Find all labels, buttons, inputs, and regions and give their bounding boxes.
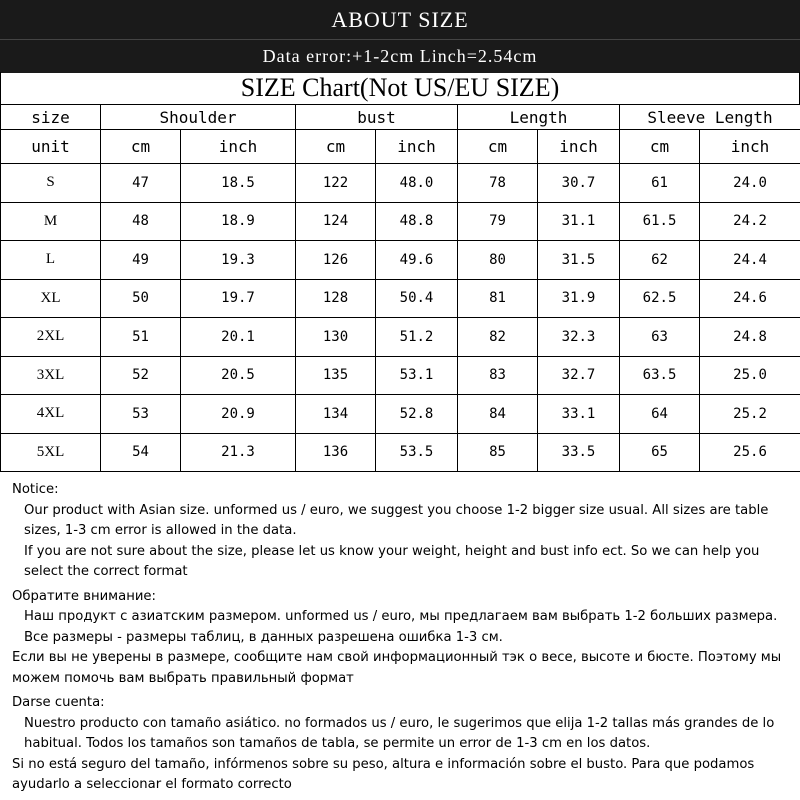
size-column-header: size <box>1 105 101 130</box>
table-cell: 65 <box>620 433 700 472</box>
table-cell: 126 <box>296 241 376 280</box>
table-cell: 80 <box>458 241 538 280</box>
table-cell: 19.7 <box>181 279 296 318</box>
chart-title: SIZE Chart(Not US/EU SIZE) <box>0 72 800 104</box>
table-cell: 51.2 <box>376 318 458 357</box>
table-cell: 24.8 <box>700 318 800 357</box>
table-cell: 63.5 <box>620 356 700 395</box>
size-cell: 3XL <box>1 356 101 395</box>
table-cell: 21.3 <box>181 433 296 472</box>
table-cell: 49.6 <box>376 241 458 280</box>
group-header-shoulder: Shoulder <box>101 105 296 130</box>
table-cell: 62 <box>620 241 700 280</box>
header-subtitle: Data error:+1-2cm Linch=2.54cm <box>0 39 800 73</box>
unit-cm-header: cm <box>620 130 700 164</box>
table-cell: 136 <box>296 433 376 472</box>
table-cell: 49 <box>101 241 181 280</box>
unit-cm-header: cm <box>101 130 181 164</box>
table-cell: 20.1 <box>181 318 296 357</box>
table-cell: 25.6 <box>700 433 800 472</box>
notice-paragraph-english-2: If you are not sure about the size, please let us know your weight, height and bust info ect. So we can help you select the correct format <box>24 543 760 579</box>
size-cell: S <box>1 164 101 203</box>
size-cell: 5XL <box>1 433 101 472</box>
table-cell: 19.3 <box>181 241 296 280</box>
table-cell: 20.9 <box>181 395 296 434</box>
table-row <box>1 202 800 241</box>
table-cell: 135 <box>296 356 376 395</box>
table-cell: 82 <box>458 318 538 357</box>
unit-inch-header: inch <box>700 130 800 164</box>
table-cell: 48 <box>101 202 181 241</box>
size-notice <box>12 480 796 796</box>
table-cell: 24.0 <box>700 164 800 203</box>
table-cell: 61 <box>620 164 700 203</box>
unit-cm-header: cm <box>458 130 538 164</box>
table-cell: 30.7 <box>538 164 620 203</box>
size-cell: M <box>1 202 101 241</box>
table-cell: 18.9 <box>181 202 296 241</box>
unit-cm-header: cm <box>296 130 376 164</box>
table-cell: 134 <box>296 395 376 434</box>
notice-heading-spanish: Darse cuenta: <box>12 695 105 710</box>
unit-inch-header: inch <box>538 130 620 164</box>
table-row <box>1 164 800 203</box>
table-cell: 61.5 <box>620 202 700 241</box>
table-cell: 54 <box>101 433 181 472</box>
table-row <box>1 279 800 318</box>
unit-inch-header: inch <box>376 130 458 164</box>
table-cell: 18.5 <box>181 164 296 203</box>
table-cell: 48.8 <box>376 202 458 241</box>
size-cell: XL <box>1 279 101 318</box>
group-header-length: Length <box>458 105 620 130</box>
table-row <box>1 318 800 357</box>
table-cell: 24.4 <box>700 241 800 280</box>
table-cell: 63 <box>620 318 700 357</box>
table-cell: 32.3 <box>538 318 620 357</box>
notice-paragraph-english-1: Our product with Asian size. unformed us / euro, we suggest you choose 1-2 bigger size usual. All sizes are table sizes, 1-3 cm error is allowed in the data. <box>24 502 769 538</box>
table-cell: 53 <box>101 395 181 434</box>
table-cell: 79 <box>458 202 538 241</box>
notice-heading-russian: Обратите внимание: <box>12 588 156 604</box>
table-cell: 31.9 <box>538 279 620 318</box>
table-cell: 128 <box>296 279 376 318</box>
table-cell: 51 <box>101 318 181 357</box>
group-header-bust: bust <box>296 105 458 130</box>
table-cell: 122 <box>296 164 376 203</box>
table-row <box>1 356 800 395</box>
unit-column-header: unit <box>1 130 101 164</box>
table-cell: 24.6 <box>700 279 800 318</box>
table-cell: 53.1 <box>376 356 458 395</box>
size-cell: 2XL <box>1 318 101 357</box>
unit-inch-header: inch <box>181 130 296 164</box>
table-row <box>1 395 800 434</box>
table-cell: 33.5 <box>538 433 620 472</box>
table-cell: 64 <box>620 395 700 434</box>
table-cell: 83 <box>458 356 538 395</box>
table-cell: 85 <box>458 433 538 472</box>
table-cell: 124 <box>296 202 376 241</box>
table-cell: 62.5 <box>620 279 700 318</box>
table-cell: 25.0 <box>700 356 800 395</box>
size-table <box>0 104 800 472</box>
table-cell: 32.7 <box>538 356 620 395</box>
table-cell: 53.5 <box>376 433 458 472</box>
table-cell: 78 <box>458 164 538 203</box>
table-row <box>1 433 800 472</box>
table-cell: 25.2 <box>700 395 800 434</box>
notice-paragraph-spanish-2: Si no está seguro del tamaño, infórmenos sobre su peso, altura e información sobre el busto. Para que podamos ayudarlo a seleccionar el formato correcto <box>12 756 755 792</box>
notice-heading-english: Notice: <box>12 482 59 497</box>
notice-paragraph-russian-2: Если вы не уверены в размере, сообщите нам свой информационный тэк о весе, высоте и бюсте. Поэтому мы можем помочь вам выбрать правильный формат <box>12 650 782 686</box>
size-chart <box>0 72 800 472</box>
table-cell: 20.5 <box>181 356 296 395</box>
notice-paragraph-spanish-1: Nuestro producto con tamaño asiático. no formados us / euro, le sugerimos que elija 1-2 tallas más grandes de lo habitual. Todos los tamaños son tamaños de tabla, se permite un error de 1-3 cm en los datos. <box>24 715 775 751</box>
table-cell: 50 <box>101 279 181 318</box>
table-cell: 84 <box>458 395 538 434</box>
table-cell: 48.0 <box>376 164 458 203</box>
table-cell: 81 <box>458 279 538 318</box>
table-cell: 24.2 <box>700 202 800 241</box>
table-cell: 52.8 <box>376 395 458 434</box>
table-row <box>1 241 800 280</box>
table-cell: 130 <box>296 318 376 357</box>
notice-paragraph-russian-1: Наш продукт с азиатским размером. unformed us / euro, мы предлагаем вам выбрать 1-2 больших размера. Все размеры - размеры таблиц, в данных разрешена ошибка 1-3 см. <box>24 609 778 645</box>
header-title: ABOUT SIZE <box>0 0 800 39</box>
size-cell: L <box>1 241 101 280</box>
table-cell: 47 <box>101 164 181 203</box>
table-cell: 52 <box>101 356 181 395</box>
size-cell: 4XL <box>1 395 101 434</box>
table-cell: 31.1 <box>538 202 620 241</box>
table-cell: 50.4 <box>376 279 458 318</box>
group-header-sleeve-length: Sleeve Length <box>620 105 800 130</box>
table-cell: 31.5 <box>538 241 620 280</box>
table-cell: 33.1 <box>538 395 620 434</box>
